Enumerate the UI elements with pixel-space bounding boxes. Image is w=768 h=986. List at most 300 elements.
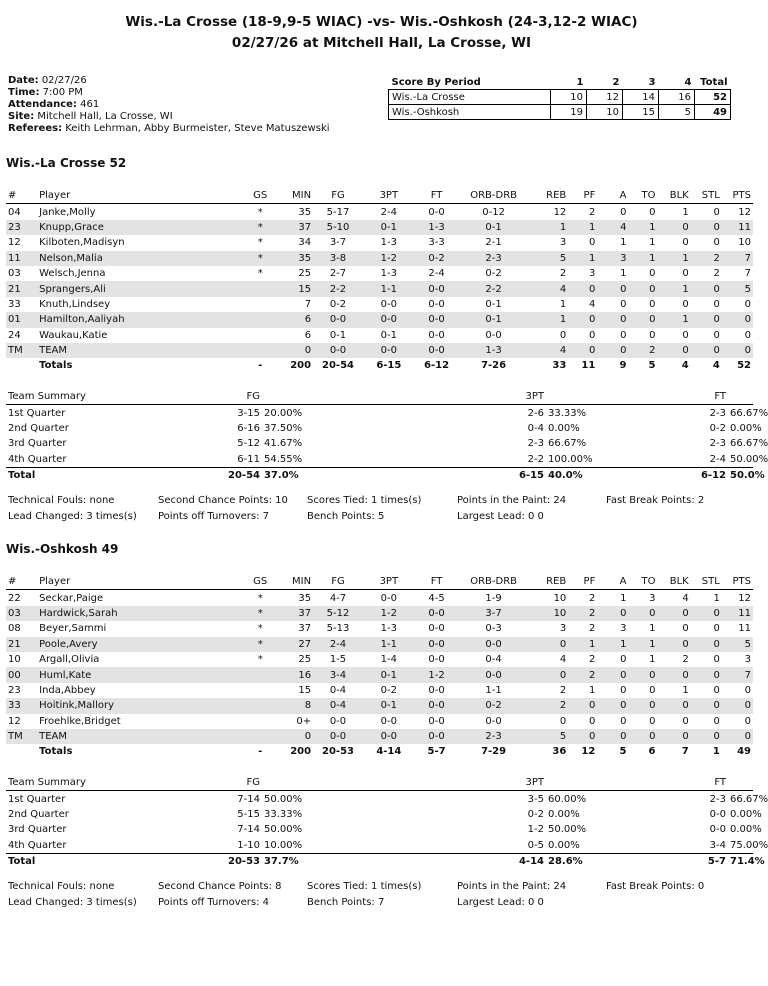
stat-cell: * [257,592,263,604]
player-row [6,281,753,296]
stat-cell: 0 [713,298,720,310]
summary-cell: 0.00% [730,824,762,836]
team-misc-stats [8,881,753,913]
summary-row [6,421,753,436]
stat-cell: 7 [722,667,753,682]
stat-cell: 00 [6,667,37,682]
stat-cell: 0 [568,343,597,358]
total-cell: - [245,744,276,759]
score-row [389,90,731,105]
player-row [6,312,753,327]
summary-cell: 10.00% [264,839,303,851]
stat-cell: 0 [597,312,628,327]
player-row [6,698,753,713]
stat-cell: 4 [559,654,567,666]
stat-cell: 0 [568,698,597,713]
period-header: 1 [551,75,587,90]
total-cell: 20-53 [313,744,363,759]
stat-cell: 0-0 [415,312,459,327]
stat-cell: 2 [628,343,657,358]
stat-cell: 0 [713,715,720,727]
summary-total-cell: 71.4% [728,853,753,869]
player-row [6,667,753,682]
stat-cell: 0 [713,684,720,696]
stat-cell: 04 [8,206,21,218]
stat-cell: 3 [649,592,656,604]
total-cell: 5-7 [415,744,459,759]
stat-cell: Hoitink,Mallory [37,698,245,713]
stat-cell: 0 [722,312,753,327]
stat-cell: 3-7 [458,606,529,621]
stat-cell: 1 [568,637,597,652]
summary-cell: 2-2 [527,453,544,465]
summary-total-cell: Total [6,853,166,869]
stat-cell: 7 [744,268,751,280]
stat-cell: 0 [682,268,689,280]
stat-cell: * [245,637,276,652]
stat-cell: 0 [744,684,751,696]
player-row [6,220,753,235]
stat-cell: 35 [276,251,313,266]
stat-cell: 2-2 [458,281,529,296]
player-row [6,590,753,606]
summary-cell: 50.00% [730,453,768,465]
stat-cell: 0-1 [485,298,502,310]
stat-cell: 0 [628,729,657,744]
column-header: # [6,188,37,204]
period-score: 5 [659,105,695,120]
stat-cell: 0-0 [415,729,459,744]
stat-cell: 34 [298,237,312,249]
stat-cell: 5-12 [313,606,363,621]
stat-cell: 0-0 [380,298,397,310]
totals-row [6,358,753,373]
stat-cell: 33 [6,698,37,713]
summary-cell: 0-2 [527,808,544,820]
stat-cell: 0-0 [428,684,445,696]
summary-row [6,791,753,807]
stat-cell [245,698,276,713]
summary-cell: 20.00% [264,407,303,419]
stat-cell: 0 [649,268,656,280]
stat-cell: 1-2 [363,251,415,266]
total-cell: 9 [597,358,628,373]
stat-cell: 0 [682,237,689,249]
player-row [6,297,753,312]
stat-cell: Froehlke,Bridget [39,715,121,727]
stat-cell: Huml,Kate [37,667,245,682]
summary-total-cell: 50.0% [728,467,753,483]
player-row [6,683,753,698]
stat-cell: 1 [620,268,627,280]
stat-cell: 0 [588,329,596,341]
stat-cell: 0 [682,623,689,635]
stat-cell: 25 [298,268,312,280]
summary-cell: 7-14 [237,824,260,836]
stat-cell: 0 [691,637,722,652]
summary-cell: 2nd Quarter [8,422,69,434]
player-row [6,266,753,281]
stat-cell [245,328,276,343]
stat-cell: Knuth,Lindsey [39,298,111,310]
stat-cell: 0 [691,343,722,358]
stat-cell: 0-0 [415,281,459,296]
stat-cell: 0-0 [485,715,502,727]
period-score: 14 [623,90,659,105]
total-cell [6,358,37,373]
misc-stat: Lead Changed: 3 times(s) [8,511,137,522]
stat-cell: 0 [682,298,689,310]
stat-cell: 0 [722,698,753,713]
misc-stat: Largest Lead: 0 0 [457,511,544,522]
stat-cell: 5 [722,637,753,652]
stat-cell [245,714,276,729]
summary-cell: 0-0 [709,824,726,836]
stat-cell: 2 [588,654,596,666]
stat-cell: 0 [658,698,691,713]
column-header: ORB-DRB [458,574,529,590]
column-header: GS [245,188,276,204]
stat-cell: Seckar,Paige [39,592,104,604]
stat-cell: 0 [628,281,657,296]
stat-cell: 2 [568,667,597,682]
spacer [262,775,372,791]
stat-cell: 0 [597,281,628,296]
total-cell: 20-54 [313,358,363,373]
stat-cell: 0-0 [428,715,445,727]
stat-cell: 4 [529,343,568,358]
total-cell: 49 [722,744,753,759]
summary-cell: 6-16 [237,422,260,434]
stat-cell: 3-3 [428,237,445,249]
stat-cell: 5-10 [313,220,363,235]
stat-cell: 12 [8,237,21,249]
stat-cell: TM [6,343,37,358]
stat-cell: 0-2 [485,268,502,280]
stat-cell: 0-0 [458,667,529,682]
stat-cell: 12 [553,206,567,218]
stat-cell: 1 [628,251,657,266]
period-header: 3 [623,75,659,90]
misc-row [8,511,753,527]
stat-cell: 0 [691,698,722,713]
summary-cell: 33.33% [264,808,303,820]
player-row [6,204,753,220]
summary-cell: 54.55% [264,453,303,465]
column-header: Player [37,188,245,204]
team-header: Wis.-Oshkosh 49 [6,542,119,556]
stat-cell: 1-3 [380,623,397,635]
stat-cell: 5 [722,281,753,296]
stat-cell: 0 [620,329,627,341]
summary-cell: 50.00% [548,824,587,836]
stat-cell: 1 [628,220,657,235]
stat-cell: 0-1 [380,329,397,341]
stat-cell: 10 [8,654,21,666]
stat-cell: 1 [649,237,656,249]
misc-stat: Scores Tied: 1 times(s) [307,495,422,506]
summary-col-ft: FT [662,775,728,791]
total-cell: 5 [628,358,657,373]
summary-row [6,405,753,421]
column-header: ORB-DRB [458,188,529,204]
period-score: 16 [659,90,695,105]
stat-cell: 0 [713,654,720,666]
stat-cell: 2-4 [380,206,397,218]
misc-stat: Technical Fouls: none [8,881,115,892]
stat-cell: 0 [649,206,656,218]
stat-cell: 2 [691,251,722,266]
stat-cell: 0-0 [415,637,459,652]
stat-cell: * [245,606,276,621]
misc-stat: Points off Turnovers: 7 [158,511,270,522]
stat-cell: 0-0 [485,329,502,341]
column-header: STL [691,574,722,590]
stat-cell: 0-0 [363,729,415,744]
info-site: Site: Mitchell Hall, La Crosse, WI [8,111,173,122]
stat-cell: 3 [744,654,751,666]
total-cell: 200 [276,358,313,373]
stat-cell: 10 [738,237,751,249]
summary-cell: 60.00% [548,793,587,805]
stat-cell: 15 [298,684,312,696]
stat-cell: 2 [559,684,567,696]
misc-stat: Second Chance Points: 8 [158,881,282,892]
summary-col-3pt: 3PT [372,389,546,405]
stat-cell: 0-0 [428,654,445,666]
stat-cell: 37 [276,606,313,621]
stat-cell: 0 [597,606,628,621]
stat-cell: 0 [713,623,720,635]
period-header: 4 [659,75,695,90]
summary-cell: 50.00% [264,793,303,805]
total-cell [6,744,37,759]
stat-cell: 3 [559,237,567,249]
stat-cell: 03 [8,268,21,280]
stat-cell: 25 [298,654,312,666]
stat-cell: 01 [6,312,37,327]
total-cell: 6 [628,744,657,759]
period-score: 10 [551,90,587,105]
stat-cell: 0 [691,281,722,296]
summary-cell: 1-10 [237,839,260,851]
summary-total-cell: 4-14 [372,853,546,869]
stat-cell: 0 [691,312,722,327]
summary-cell: 100.00% [548,453,593,465]
stat-cell: 21 [6,281,37,296]
column-header: REB [529,188,568,204]
total-cell: 33 [529,358,568,373]
stat-cell: 3 [588,268,596,280]
score-row [389,105,731,120]
summary-total-cell: 37.7% [262,853,372,869]
summary-cell: 66.67% [730,793,768,805]
stat-cell: TEAM [37,729,245,744]
stat-cell: 0-0 [458,637,529,652]
summary-cell: 3-15 [237,407,260,419]
stat-cell: 0 [649,329,656,341]
column-header: BLK [658,188,691,204]
stat-cell: 23 [8,684,21,696]
misc-stat: Fast Break Points: 2 [606,495,705,506]
stat-cell: 0-2 [458,698,529,713]
summary-col-fg: FG [166,775,262,791]
score-team: Wis.-La Crosse [389,90,551,105]
stat-cell: 0-0 [415,606,459,621]
total-cell: 4 [658,358,691,373]
column-header: PF [568,188,597,204]
stat-cell: Argall,Olivia [39,654,100,666]
stat-cell: 0 [628,667,657,682]
total-cell: 7-29 [458,744,529,759]
summary-cell: 3-4 [709,839,726,851]
summary-row [6,822,753,837]
stat-cell [245,343,276,358]
summary-cell: 2-3 [709,407,726,419]
total-cell: 200 [276,744,313,759]
stat-cell: 2-7 [329,268,347,280]
player-row [6,621,753,636]
total-cell: 4-14 [363,744,415,759]
player-row [6,251,753,266]
stat-cell: 0 [620,715,627,727]
stat-cell: 0 [744,329,751,341]
column-header: A [597,188,628,204]
summary-cell: 4th Quarter [8,453,67,465]
stat-cell: 0-4 [485,654,502,666]
misc-stat: Points off Turnovers: 4 [158,897,270,908]
stat-cell: TM [6,729,37,744]
stat-cell: 0 [722,729,753,744]
stat-cell [245,683,276,698]
stat-cell: 1-3 [380,237,397,249]
stat-cell: 1 [713,592,720,604]
stat-cell: 2 [559,268,567,280]
misc-stat: Largest Lead: 0 0 [457,897,544,908]
summary-cell: 2-3 [709,438,726,450]
stat-cell: Welsch,Jenna [39,268,106,280]
column-header: MIN [276,188,313,204]
stat-cell: 8 [276,698,313,713]
stat-cell: 1-1 [363,637,415,652]
stat-cell: 12 [738,592,751,604]
stat-cell: 22 [8,592,21,604]
stat-cell: 0 [559,715,567,727]
stat-cell: * [245,251,276,266]
info-referees: Referees: Keith Lehrman, Abby Burmeister, Steve Matuszewski [8,123,330,134]
stat-cell: 3-7 [329,237,347,249]
summary-cell: 33.33% [548,407,587,419]
player-row [6,652,753,667]
stat-cell: Nelson,Malia [37,251,245,266]
score-by-period-header [389,75,731,90]
player-row [6,606,753,621]
stat-cell: 08 [8,623,21,635]
summary-cell: 1st Quarter [8,793,66,805]
summary-col-ft: FT [662,389,728,405]
spacer [546,775,662,791]
info-date: Date: 02/27/26 [8,75,87,86]
total-cell: 36 [529,744,568,759]
stat-cell: 3-4 [313,667,363,682]
summary-cell: 0.00% [730,422,762,434]
stat-cell: 0 [691,729,722,744]
stat-cell: 0 [713,237,720,249]
stat-cell: Janke,Molly [39,206,96,218]
total-cell: 6-15 [363,358,415,373]
stat-cell: * [257,237,263,249]
stat-cell: Hamilton,Aaliyah [37,312,245,327]
stat-cell: 0-12 [482,206,505,218]
player-row [6,714,753,729]
stat-cell: 0-2 [415,251,459,266]
column-header: 3PT [363,188,415,204]
stat-cell: 1 [682,684,689,696]
stat-cell: 0-0 [363,312,415,327]
stat-cell: 0-1 [363,220,415,235]
stat-cell: 0-0 [313,343,363,358]
stat-cell: 0 [597,729,628,744]
misc-stat: Fast Break Points: 0 [606,881,705,892]
summary-total-cell: 28.6% [546,853,662,869]
column-header: REB [529,574,568,590]
stat-cell: 0-3 [485,623,502,635]
stat-cell: 0 [713,206,720,218]
misc-stat: Points in the Paint: 24 [457,495,567,506]
stat-cell: 0 [620,206,627,218]
stat-cell: Poole,Avery [37,637,245,652]
stat-cell: 10 [529,606,568,621]
stat-cell: 2-3 [458,729,529,744]
stat-cell: 0 [682,329,689,341]
stat-cell: 1 [620,237,627,249]
stat-cell: 12 [738,206,751,218]
stat-cell: 1-1 [363,281,415,296]
stat-cell: 0 [744,715,751,727]
column-header: FG [313,574,363,590]
summary-cell: 2-6 [527,407,544,419]
summary-cell: 6-11 [237,453,260,465]
summary-cell: 7-14 [237,793,260,805]
stat-cell [245,312,276,327]
summary-header [6,775,753,791]
stat-cell: 23 [6,220,37,235]
stat-cell: 0-2 [380,684,397,696]
game-info [8,75,330,135]
period-score: 12 [587,90,623,105]
column-header: FT [415,188,459,204]
stat-cell: 0 [597,698,628,713]
stat-cell: 0 [620,298,627,310]
stat-cell: 0 [628,606,657,621]
spacer [546,389,662,405]
stat-cell: 0 [568,729,597,744]
column-header: Player [37,574,245,590]
stat-cell: 0-1 [329,329,347,341]
player-row [6,729,753,744]
stat-cell: 1 [682,206,689,218]
summary-total-cell: 20-54 [166,467,262,483]
stat-cell: TEAM [37,343,245,358]
stat-cell: 3 [620,623,627,635]
summary-cell: 66.67% [548,438,587,450]
column-header: TO [628,574,657,590]
summary-cell: 1-2 [527,824,544,836]
column-header: GS [245,574,276,590]
stat-cell: 5 [529,251,568,266]
summary-cell: 66.67% [730,438,768,450]
stat-cell: 1-3 [380,268,397,280]
